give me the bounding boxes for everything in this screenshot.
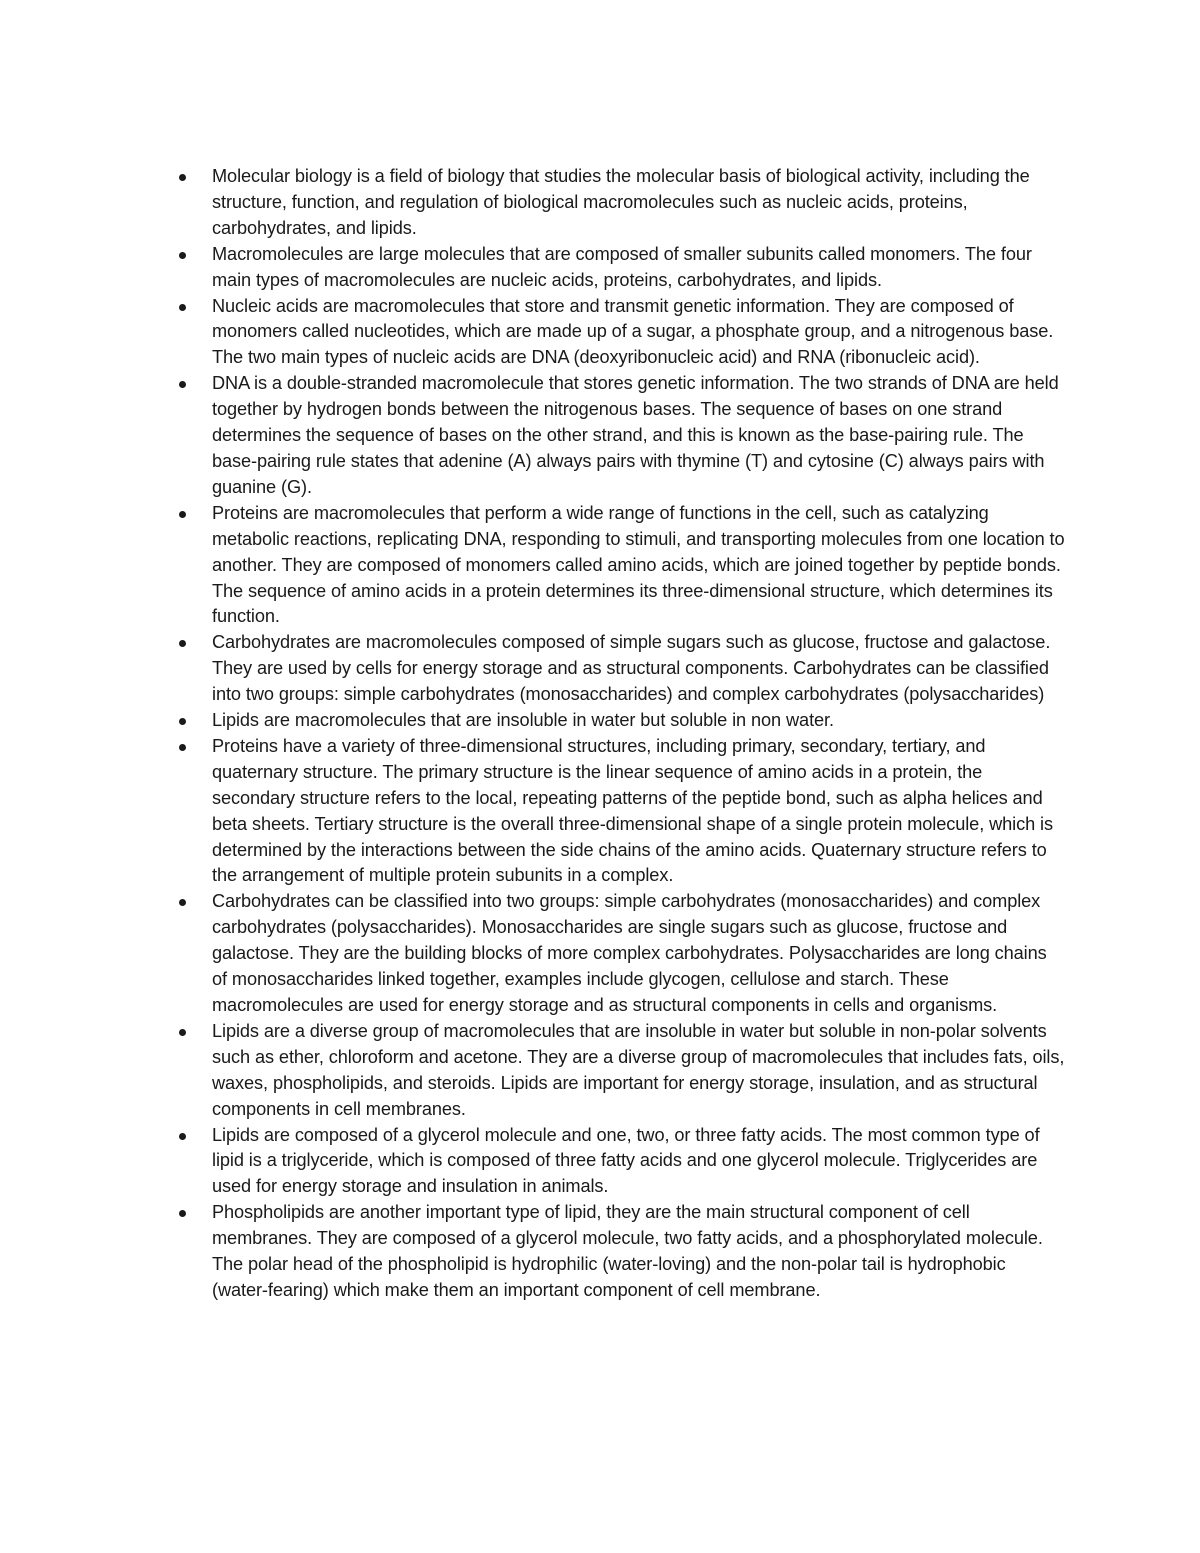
- bullet-icon: [179, 304, 186, 311]
- list-item: [176, 371, 1066, 501]
- bullet-icon: [179, 640, 186, 647]
- list-item-text: Proteins are macromolecules that perform a wide range of functions in the cell, such as catalyzing metabolic reactions, replicating DNA, responding to stimuli, and transporting molecules from one location to another. They are composed of monomers called amino acids, which are joined together by peptide bonds. The sequence of amino acids in a protein determines its three-dimensional structure, which determines its function.: [212, 502, 1065, 627]
- bullet-icon: [179, 1029, 186, 1036]
- list-item-text: Lipids are composed of a glycerol molecule and one, two, or three fatty acids. The most common type of lipid is a triglyceride, which is composed of three fatty acids and one glycerol molecule. Triglycerides are used for energy storage and insulation in animals.: [212, 1124, 1040, 1197]
- list-item: [176, 734, 1066, 889]
- bullet-icon: [179, 252, 186, 259]
- list-item-text: Macromolecules are large molecules that are composed of smaller subunits called monomers. The four main types of macromolecules are nucleic acids, proteins, carbohydrates, and lipids.: [212, 243, 1032, 290]
- list-item-text: Carbohydrates can be classified into two groups: simple carbohydrates (monosaccharides) and complex carbohydrates (polysaccharides). Monosaccharides are single sugars such as glucose, fructose and galactose. They are the building blocks of more complex carbohydrates. Polysaccharides are long chains of monosaccharides linked together, examples include glycogen, cellulose and starch. These macromolecules are used for energy storage and as structural components in cells and organisms.: [212, 891, 1047, 1015]
- list-item: [176, 501, 1066, 631]
- bullet-icon: [179, 381, 186, 388]
- bullet-list: [176, 164, 1066, 1304]
- list-item-text: Nucleic acids are macromolecules that store and transmit genetic information. They are composed of monomers called nucleotides, which are made up of a sugar, a phosphate group, and a nitrogenous base. The two main types of nucleic acids are DNA (deoxyribonucleic acid) and RNA (ribonucleic acid).: [212, 295, 1054, 368]
- list-item: [176, 294, 1066, 372]
- bullet-icon: [179, 899, 186, 906]
- bullet-icon: [179, 718, 186, 725]
- list-item: [176, 1019, 1066, 1123]
- list-item: [176, 630, 1066, 708]
- list-item-text: Phospholipids are another important type of lipid, they are the main structural component of cell membranes. They are composed of a glycerol molecule, two fatty acids, and a phosphorylated molecule. The polar head of the phospholipid is hydrophilic (water-loving) and the non-polar tail is hydrophobic (water-fearing) which make them an important component of cell membrane.: [212, 1202, 1043, 1300]
- list-item: [176, 164, 1066, 242]
- list-item: [176, 1200, 1066, 1304]
- list-item-text: Lipids are macromolecules that are insoluble in water but soluble in non water.: [212, 710, 834, 731]
- bullet-icon: [179, 1133, 186, 1140]
- list-item: [176, 1123, 1066, 1201]
- list-item-text: DNA is a double-stranded macromolecule that stores genetic information. The two strands of DNA are held together by hydrogen bonds between the nitrogenous bases. The sequence of bases on one strand determines the sequence of bases on the other strand, and this is known as the base-pairing rule. The base-pairing rule states that adenine (A) always pairs with thymine (T) and cytosine (C) always pairs with guanine (G).: [212, 373, 1059, 497]
- bullet-icon: [179, 174, 186, 181]
- list-item: [176, 889, 1066, 1019]
- bullet-icon: [179, 1210, 186, 1217]
- list-item: [176, 708, 1066, 734]
- list-item-text: Molecular biology is a field of biology that studies the molecular basis of biological activity, including the structure, function, and regulation of biological macromolecules such as nucleic acids, proteins, carbohydrates, and lipids.: [212, 166, 1030, 238]
- list-item-text: Proteins have a variety of three-dimensional structures, including primary, secondary, tertiary, and quaternary structure. The primary structure is the linear sequence of amino acids in a protein, the secondary structure refers to the local, repeating patterns of the peptide bond, such as alpha helices and beta sheets. Tertiary structure is the overall three-dimensional shape of a single protein molecule, which is determined by the interactions between the side chains of the amino acids. Quaternary structure refers to the arrangement of multiple protein subunits in a complex.: [212, 735, 1053, 886]
- list-item: [176, 242, 1066, 294]
- list-item-text: Carbohydrates are macromolecules composed of simple sugars such as glucose, fructose and galactose. They are used by cells for energy storage and as structural components. Carbohydrates can be classified into two groups: simple carbohydrates (monosaccharides) and complex carbohydrates (polysaccharides): [212, 632, 1051, 705]
- bullet-icon: [179, 511, 186, 518]
- bullet-icon: [179, 744, 186, 751]
- list-item-text: Lipids are a diverse group of macromolecules that are insoluble in water but soluble in non-polar solvents such as ether, chloroform and acetone. They are a diverse group of macromolecules that includes fats, oils, waxes, phospholipids, and steroids. Lipids are important for energy storage, insulation, and as structural components in cell membranes.: [212, 1020, 1065, 1119]
